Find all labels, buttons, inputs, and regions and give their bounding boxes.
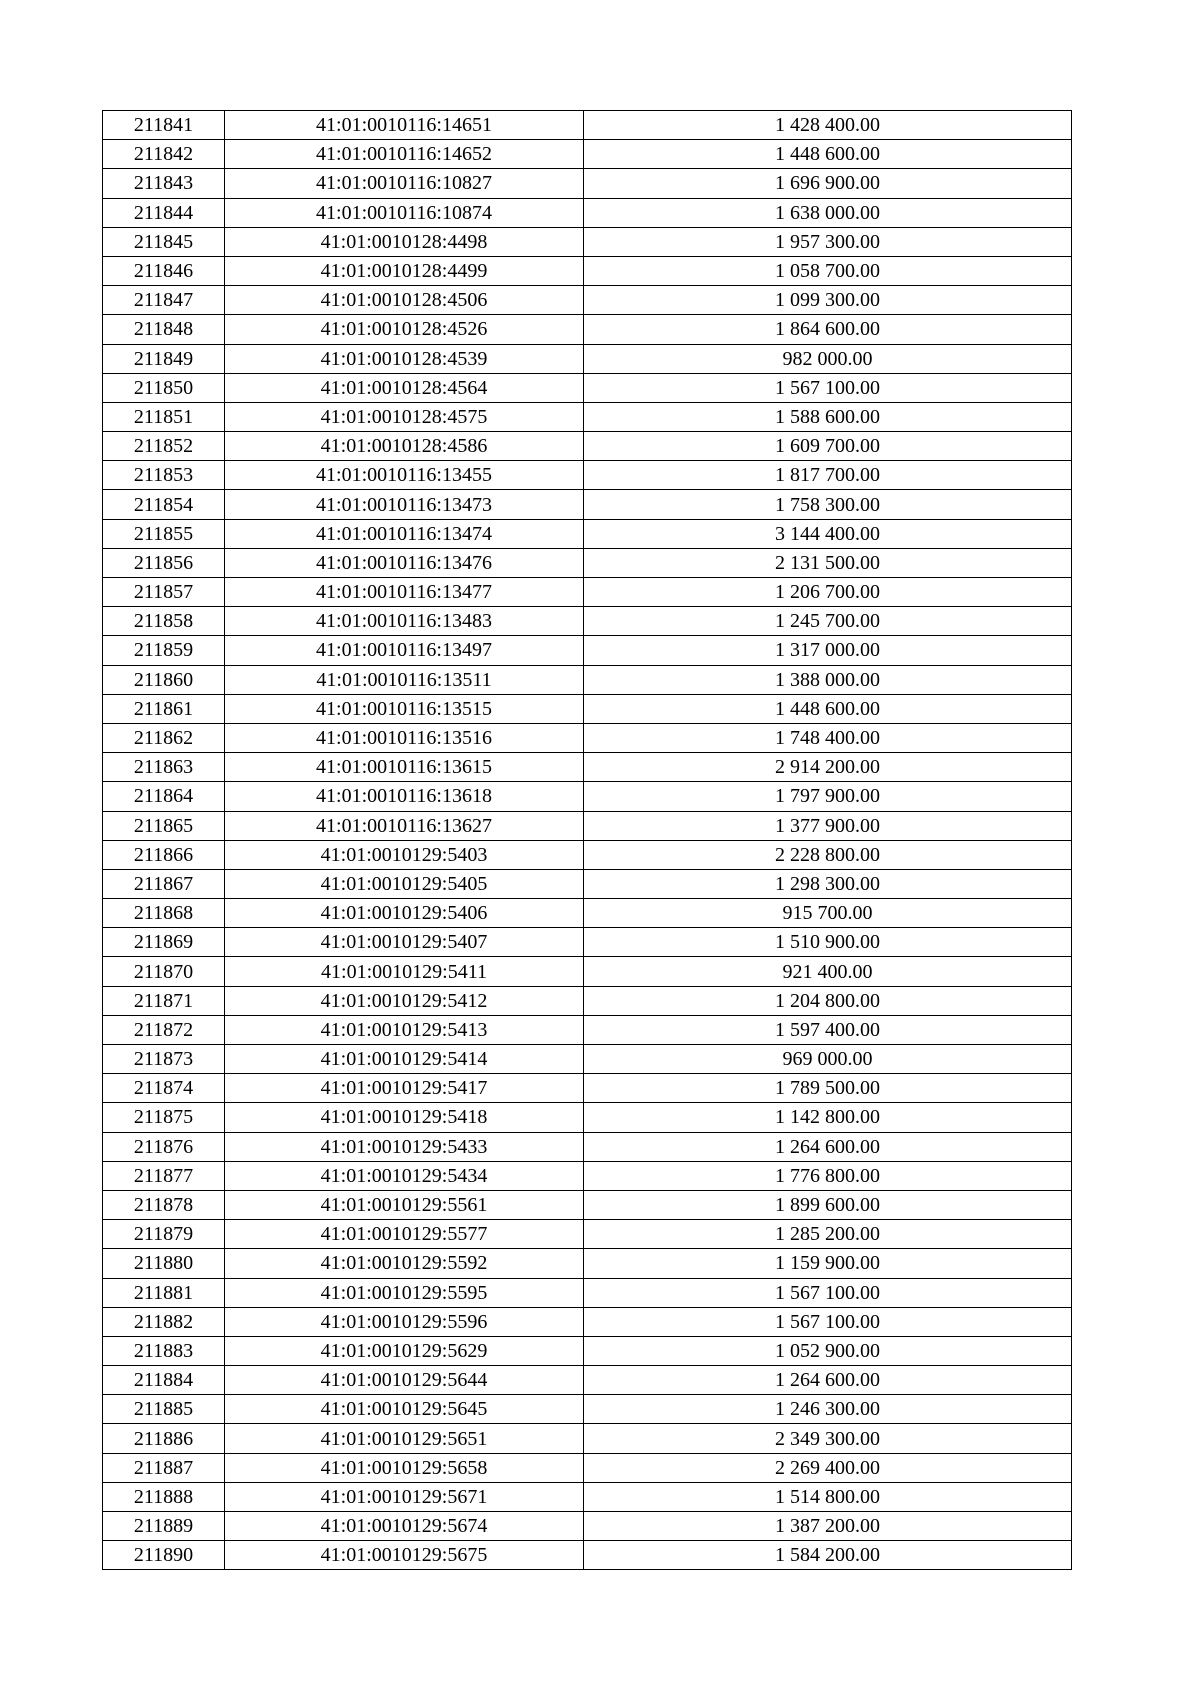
row-number-cell: 211852: [103, 432, 225, 461]
row-number-cell: 211863: [103, 753, 225, 782]
cadastral-number-cell: 41:01:0010129:5596: [225, 1307, 584, 1336]
row-number-cell: 211868: [103, 899, 225, 928]
row-number-cell: 211880: [103, 1249, 225, 1278]
table-row: [103, 840, 1072, 869]
cadastral-value-cell: 1 264 600.00: [584, 1366, 1072, 1395]
cadastral-number-cell: 41:01:0010128:4564: [225, 373, 584, 402]
row-number-cell: 211841: [103, 111, 225, 140]
row-number-cell: 211842: [103, 140, 225, 169]
cadastral-number-cell: 41:01:0010116:13477: [225, 578, 584, 607]
table-row: [103, 519, 1072, 548]
cadastral-number-cell: 41:01:0010116:13615: [225, 753, 584, 782]
table-row: [103, 373, 1072, 402]
row-number-cell: 211854: [103, 490, 225, 519]
cadastral-number-cell: 41:01:0010129:5645: [225, 1395, 584, 1424]
row-number-cell: 211857: [103, 578, 225, 607]
table-row: [103, 402, 1072, 431]
cadastral-number-cell: 41:01:0010129:5577: [225, 1220, 584, 1249]
row-number-cell: 211850: [103, 373, 225, 402]
cadastral-number-cell: 41:01:0010116:13497: [225, 636, 584, 665]
cadastral-value-cell: 1 638 000.00: [584, 198, 1072, 227]
row-number-cell: 211881: [103, 1278, 225, 1307]
table-row: [103, 811, 1072, 840]
row-number-cell: 211882: [103, 1307, 225, 1336]
cadastral-value-cell: 1 609 700.00: [584, 432, 1072, 461]
row-number-cell: 211876: [103, 1132, 225, 1161]
cadastral-number-cell: 41:01:0010128:4506: [225, 286, 584, 315]
cadastral-value-cell: 1 264 600.00: [584, 1132, 1072, 1161]
cadastral-number-cell: 41:01:0010129:5561: [225, 1190, 584, 1219]
cadastral-number-cell: 41:01:0010128:4539: [225, 344, 584, 373]
table-row: [103, 1074, 1072, 1103]
cadastral-number-cell: 41:01:0010129:5651: [225, 1424, 584, 1453]
table-row: [103, 869, 1072, 898]
table-row: [103, 578, 1072, 607]
cadastral-number-cell: 41:01:0010116:13627: [225, 811, 584, 840]
row-number-cell: 211878: [103, 1190, 225, 1219]
cadastral-value-cell: 2 131 500.00: [584, 548, 1072, 577]
cadastral-number-cell: 41:01:0010116:14651: [225, 111, 584, 140]
row-number-cell: 211864: [103, 782, 225, 811]
table-row: [103, 782, 1072, 811]
cadastral-value-cell: 1 206 700.00: [584, 578, 1072, 607]
cadastral-value-table: [102, 110, 1072, 1570]
table-body: [103, 111, 1072, 1570]
table-row: [103, 1220, 1072, 1249]
table-row: [103, 957, 1072, 986]
cadastral-value-cell: 1 588 600.00: [584, 402, 1072, 431]
cadastral-value-cell: 1 058 700.00: [584, 256, 1072, 285]
cadastral-number-cell: 41:01:0010129:5417: [225, 1074, 584, 1103]
cadastral-value-cell: 1 567 100.00: [584, 1278, 1072, 1307]
cadastral-number-cell: 41:01:0010116:13618: [225, 782, 584, 811]
table-row: [103, 1453, 1072, 1482]
cadastral-number-cell: 41:01:0010116:13516: [225, 723, 584, 752]
table-row: [103, 1512, 1072, 1541]
table-row: [103, 548, 1072, 577]
cadastral-value-cell: 1 567 100.00: [584, 1307, 1072, 1336]
cadastral-number-cell: 41:01:0010129:5675: [225, 1541, 584, 1570]
row-number-cell: 211865: [103, 811, 225, 840]
table-row: [103, 753, 1072, 782]
cadastral-value-cell: 1 317 000.00: [584, 636, 1072, 665]
row-number-cell: 211883: [103, 1336, 225, 1365]
table-row: [103, 1482, 1072, 1511]
row-number-cell: 211887: [103, 1453, 225, 1482]
row-number-cell: 211886: [103, 1424, 225, 1453]
row-number-cell: 211849: [103, 344, 225, 373]
cadastral-number-cell: 41:01:0010116:13474: [225, 519, 584, 548]
table-row: [103, 1161, 1072, 1190]
row-number-cell: 211853: [103, 461, 225, 490]
cadastral-number-cell: 41:01:0010128:4586: [225, 432, 584, 461]
table-row: [103, 1278, 1072, 1307]
table-row: [103, 227, 1072, 256]
row-number-cell: 211885: [103, 1395, 225, 1424]
cadastral-number-cell: 41:01:0010129:5434: [225, 1161, 584, 1190]
row-number-cell: 211889: [103, 1512, 225, 1541]
cadastral-value-cell: 1 159 900.00: [584, 1249, 1072, 1278]
row-number-cell: 211846: [103, 256, 225, 285]
cadastral-value-cell: 1 567 100.00: [584, 373, 1072, 402]
table-row: [103, 694, 1072, 723]
row-number-cell: 211851: [103, 402, 225, 431]
cadastral-value-cell: 1 052 900.00: [584, 1336, 1072, 1365]
table-row: [103, 111, 1072, 140]
cadastral-value-cell: 1 448 600.00: [584, 140, 1072, 169]
table-row: [103, 432, 1072, 461]
cadastral-value-cell: 1 797 900.00: [584, 782, 1072, 811]
row-number-cell: 211890: [103, 1541, 225, 1570]
table-row: [103, 1132, 1072, 1161]
cadastral-number-cell: 41:01:0010129:5413: [225, 1015, 584, 1044]
cadastral-number-cell: 41:01:0010116:13455: [225, 461, 584, 490]
table-row: [103, 1541, 1072, 1570]
table-row: [103, 723, 1072, 752]
table-row: [103, 1249, 1072, 1278]
cadastral-number-cell: 41:01:0010129:5412: [225, 986, 584, 1015]
cadastral-number-cell: 41:01:0010128:4526: [225, 315, 584, 344]
cadastral-value-cell: 1 099 300.00: [584, 286, 1072, 315]
row-number-cell: 211871: [103, 986, 225, 1015]
cadastral-value-cell: 1 957 300.00: [584, 227, 1072, 256]
row-number-cell: 211847: [103, 286, 225, 315]
cadastral-value-cell: 1 285 200.00: [584, 1220, 1072, 1249]
row-number-cell: 211861: [103, 694, 225, 723]
row-number-cell: 211867: [103, 869, 225, 898]
cadastral-value-cell: 1 789 500.00: [584, 1074, 1072, 1103]
cadastral-value-cell: 1 899 600.00: [584, 1190, 1072, 1219]
row-number-cell: 211860: [103, 665, 225, 694]
cadastral-number-cell: 41:01:0010116:13515: [225, 694, 584, 723]
table-row: [103, 607, 1072, 636]
table-row: [103, 1424, 1072, 1453]
cadastral-number-cell: 41:01:0010129:5418: [225, 1103, 584, 1132]
row-number-cell: 211855: [103, 519, 225, 548]
cadastral-value-cell: 1 748 400.00: [584, 723, 1072, 752]
row-number-cell: 211872: [103, 1015, 225, 1044]
cadastral-value-cell: 982 000.00: [584, 344, 1072, 373]
cadastral-value-cell: 1 510 900.00: [584, 928, 1072, 957]
cadastral-value-cell: 1 388 000.00: [584, 665, 1072, 694]
cadastral-number-cell: 41:01:0010129:5414: [225, 1045, 584, 1074]
cadastral-number-cell: 41:01:0010128:4499: [225, 256, 584, 285]
table-row: [103, 490, 1072, 519]
row-number-cell: 211845: [103, 227, 225, 256]
cadastral-number-cell: 41:01:0010116:10827: [225, 169, 584, 198]
cadastral-value-cell: 1 776 800.00: [584, 1161, 1072, 1190]
cadastral-value-cell: 921 400.00: [584, 957, 1072, 986]
cadastral-value-cell: 2 349 300.00: [584, 1424, 1072, 1453]
cadastral-value-cell: 1 246 300.00: [584, 1395, 1072, 1424]
cadastral-number-cell: 41:01:0010129:5411: [225, 957, 584, 986]
cadastral-number-cell: 41:01:0010129:5629: [225, 1336, 584, 1365]
cadastral-value-cell: 1 298 300.00: [584, 869, 1072, 898]
cadastral-number-cell: 41:01:0010116:10874: [225, 198, 584, 227]
cadastral-value-cell: 1 377 900.00: [584, 811, 1072, 840]
table-row: [103, 1336, 1072, 1365]
cadastral-value-cell: 2 269 400.00: [584, 1453, 1072, 1482]
cadastral-value-cell: 1 428 400.00: [584, 111, 1072, 140]
row-number-cell: 211873: [103, 1045, 225, 1074]
cadastral-number-cell: 41:01:0010128:4498: [225, 227, 584, 256]
table-row: [103, 1307, 1072, 1336]
cadastral-value-cell: 1 864 600.00: [584, 315, 1072, 344]
cadastral-value-cell: 1 204 800.00: [584, 986, 1072, 1015]
cadastral-number-cell: 41:01:0010116:13483: [225, 607, 584, 636]
row-number-cell: 211877: [103, 1161, 225, 1190]
row-number-cell: 211862: [103, 723, 225, 752]
cadastral-number-cell: 41:01:0010129:5406: [225, 899, 584, 928]
table-row: [103, 169, 1072, 198]
cadastral-number-cell: 41:01:0010116:13476: [225, 548, 584, 577]
table-row: [103, 1366, 1072, 1395]
table-row: [103, 256, 1072, 285]
cadastral-number-cell: 41:01:0010129:5644: [225, 1366, 584, 1395]
cadastral-value-cell: 1 514 800.00: [584, 1482, 1072, 1511]
row-number-cell: 211866: [103, 840, 225, 869]
cadastral-value-cell: 1 448 600.00: [584, 694, 1072, 723]
row-number-cell: 211879: [103, 1220, 225, 1249]
table-row: [103, 315, 1072, 344]
cadastral-number-cell: 41:01:0010129:5407: [225, 928, 584, 957]
table-row: [103, 928, 1072, 957]
table-row: [103, 1045, 1072, 1074]
cadastral-number-cell: 41:01:0010129:5433: [225, 1132, 584, 1161]
row-number-cell: 211858: [103, 607, 225, 636]
row-number-cell: 211888: [103, 1482, 225, 1511]
cadastral-value-cell: 1 597 400.00: [584, 1015, 1072, 1044]
row-number-cell: 211843: [103, 169, 225, 198]
cadastral-number-cell: 41:01:0010116:13473: [225, 490, 584, 519]
table-row: [103, 344, 1072, 373]
cadastral-value-cell: 3 144 400.00: [584, 519, 1072, 548]
cadastral-value-cell: 915 700.00: [584, 899, 1072, 928]
table-row: [103, 198, 1072, 227]
table-row: [103, 986, 1072, 1015]
cadastral-value-cell: 969 000.00: [584, 1045, 1072, 1074]
row-number-cell: 211869: [103, 928, 225, 957]
table-row: [103, 1015, 1072, 1044]
table-row: [103, 899, 1072, 928]
table-row: [103, 1190, 1072, 1219]
cadastral-value-cell: 1 584 200.00: [584, 1541, 1072, 1570]
table-row: [103, 461, 1072, 490]
cadastral-value-cell: 1 758 300.00: [584, 490, 1072, 519]
cadastral-value-cell: 1 387 200.00: [584, 1512, 1072, 1541]
cadastral-value-cell: 1 817 700.00: [584, 461, 1072, 490]
row-number-cell: 211874: [103, 1074, 225, 1103]
cadastral-number-cell: 41:01:0010129:5592: [225, 1249, 584, 1278]
table-row: [103, 665, 1072, 694]
cadastral-value-cell: 1 245 700.00: [584, 607, 1072, 636]
row-number-cell: 211844: [103, 198, 225, 227]
cadastral-number-cell: 41:01:0010129:5658: [225, 1453, 584, 1482]
row-number-cell: 211875: [103, 1103, 225, 1132]
cadastral-number-cell: 41:01:0010128:4575: [225, 402, 584, 431]
cadastral-number-cell: 41:01:0010129:5674: [225, 1512, 584, 1541]
cadastral-value-cell: 1 142 800.00: [584, 1103, 1072, 1132]
cadastral-number-cell: 41:01:0010129:5403: [225, 840, 584, 869]
table-row: [103, 636, 1072, 665]
cadastral-number-cell: 41:01:0010129:5671: [225, 1482, 584, 1511]
cadastral-number-cell: 41:01:0010116:13511: [225, 665, 584, 694]
row-number-cell: 211870: [103, 957, 225, 986]
table-row: [103, 1103, 1072, 1132]
table-row: [103, 286, 1072, 315]
cadastral-value-cell: 2 914 200.00: [584, 753, 1072, 782]
row-number-cell: 211859: [103, 636, 225, 665]
row-number-cell: 211884: [103, 1366, 225, 1395]
row-number-cell: 211848: [103, 315, 225, 344]
cadastral-number-cell: 41:01:0010116:14652: [225, 140, 584, 169]
table-row: [103, 140, 1072, 169]
row-number-cell: 211856: [103, 548, 225, 577]
cadastral-number-cell: 41:01:0010129:5595: [225, 1278, 584, 1307]
cadastral-number-cell: 41:01:0010129:5405: [225, 869, 584, 898]
table-row: [103, 1395, 1072, 1424]
cadastral-value-cell: 2 228 800.00: [584, 840, 1072, 869]
cadastral-value-cell: 1 696 900.00: [584, 169, 1072, 198]
